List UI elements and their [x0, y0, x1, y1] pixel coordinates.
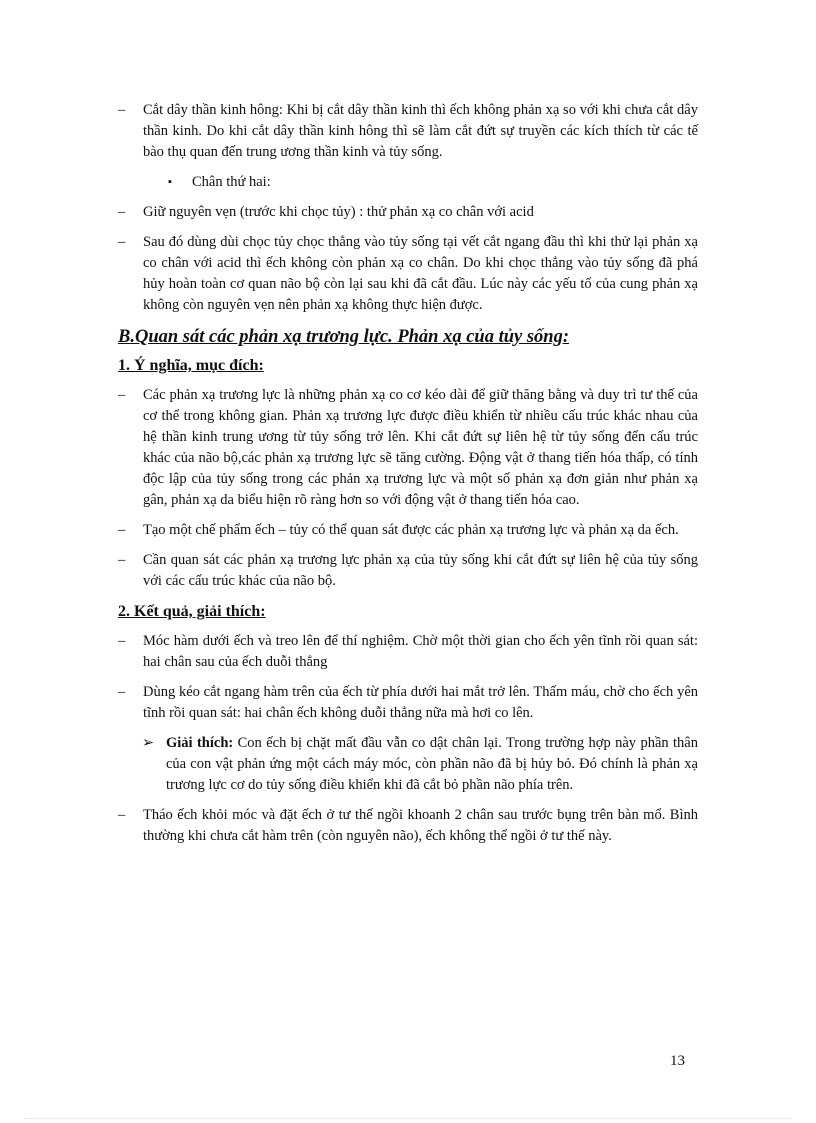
list-item: [118, 631, 698, 673]
dash-bullet: –: [118, 102, 126, 118]
explanation-text: Con ếch bị chặt mất đầu vẫn co dật chân lại. Trong trường hợp này phần thân của con vật phản ứng một cách máy móc, còn phần não đã bị hủy bỏ. Đó chính là phản xạ trương lực cơ do tủy sống điều khiển khi đã cắt bỏ phần não phía trên.: [166, 735, 698, 793]
dash-bullet: –: [118, 204, 126, 220]
page-bottom-divider: [24, 1118, 792, 1119]
dash-bullet: –: [118, 684, 126, 700]
list-item: [118, 805, 698, 847]
paragraph-text: Sau đó dùng dùi chọc tủy chọc thẳng vào tủy sống tại vết cắt ngang đầu thì khi thử lại phản xạ co chân với acid thì ếch không còn phản xạ co chân. Do khi chọc thẳng vào tủy sống đã phá hủy hoàn toàn cơ quan não bộ còn lại sau khi đã cắt đầu. Lúc này các yếu tố của cung phản xạ không còn nguyên vẹn nên phản xạ không thực hiện được.: [143, 234, 698, 313]
dash-bullet: –: [118, 522, 126, 538]
dash-bullet: –: [118, 387, 126, 403]
paragraph-text: Cần quan sát các phản xạ trương lực phản xạ của tủy sống khi cắt đứt sự liên hệ của tủy sống với các cấu trúc khác của não bộ.: [143, 552, 698, 589]
paragraph-text: Dùng kéo cắt ngang hàm trên của ếch từ phía dưới hai mắt trở lên. Thấm máu, chờ cho ếch yên tĩnh rồi quan sát: hai chân ếch không duỗi thẳng nữa mà hơi co lên.: [143, 684, 698, 721]
list-item: [118, 550, 698, 592]
explanation-item: [118, 733, 698, 796]
subheading-results: 2. Kết quả, giải thích:: [118, 603, 266, 620]
list-item: [118, 385, 698, 511]
subheading-purpose: 1. Ý nghĩa, mục đích:: [118, 357, 264, 374]
square-bullet-icon: ▪: [168, 176, 172, 188]
dash-bullet: –: [118, 807, 126, 823]
dash-bullet: –: [118, 552, 126, 568]
paragraph-text: Tạo một chế phẩm ếch – tủy có thể quan sát được các phản xạ trương lực và phản xạ da ếch.: [143, 522, 679, 538]
paragraph-text: Tháo ếch khỏi móc và đặt ếch ở tư thế ngồi khoanh 2 chân sau trước bụng trên bàn mổ. Bình thường khi chưa cắt hàm trên (còn nguyên não), ếch không thể ngồi ở tư thế này.: [143, 807, 698, 844]
paragraph-text: Giữ nguyên vẹn (trước khi chọc tủy) : thử phản xạ co chân với acid: [143, 204, 534, 220]
section-heading-b: B.Quan sát các phản xạ trương lực. Phản xạ của tủy sống:: [118, 327, 569, 347]
list-item: [118, 202, 698, 223]
page-number: 13: [670, 1053, 685, 1069]
list-item: [118, 682, 698, 724]
list-item: [118, 520, 698, 541]
list-item: [118, 232, 698, 316]
dash-bullet: –: [118, 633, 126, 649]
explanation-label: Giải thích:: [166, 735, 234, 751]
arrow-bullet-icon: ➢: [142, 735, 155, 751]
list-item: [118, 100, 698, 163]
list-item: [118, 172, 698, 193]
paragraph-text: Cắt dây thần kinh hông: Khi bị cắt dây thần kinh thì ếch không phản xạ so với khi chưa cắt dây thần kinh. Do khi cắt dây thần kinh hông thì sẽ làm cắt đứt sự truyền các kích thích từ các tế bào thụ quan đến trung ương thần kinh và tủy sống.: [143, 102, 698, 160]
dash-bullet: –: [118, 234, 126, 250]
page-content: [118, 100, 698, 856]
paragraph-text: Các phản xạ trương lực là những phản xạ co cơ kéo dài để giữ thăng bằng và duy trì tư thế của cơ thể trong không gian. Phản xạ trương lực được điều khiển từ nhiều cấu trúc khác nhau của hệ thần kinh trung ương từ tủy sống trở lên. Khi cắt đứt sự liên hệ từ tủy sống đến cấu trúc khác của não bộ,các phản xạ trương lực sẽ tăng cường. Động vật ở thang tiến hóa thấp, có tính độc lập của tủy sống trong các phản xạ trương lực và một số phản xạ đơn giản như phản xạ gân, phản xạ da biểu hiện rõ ràng hơn so với động vật ở thang tiến hóa cao.: [143, 387, 698, 508]
paragraph-text: Chân thứ hai:: [192, 174, 271, 190]
paragraph-text: Móc hàm dưới ếch và treo lên để thí nghiệm. Chờ một thời gian cho ếch yên tĩnh rồi quan sát: hai chân sau của ếch duỗi thẳng: [143, 633, 698, 670]
